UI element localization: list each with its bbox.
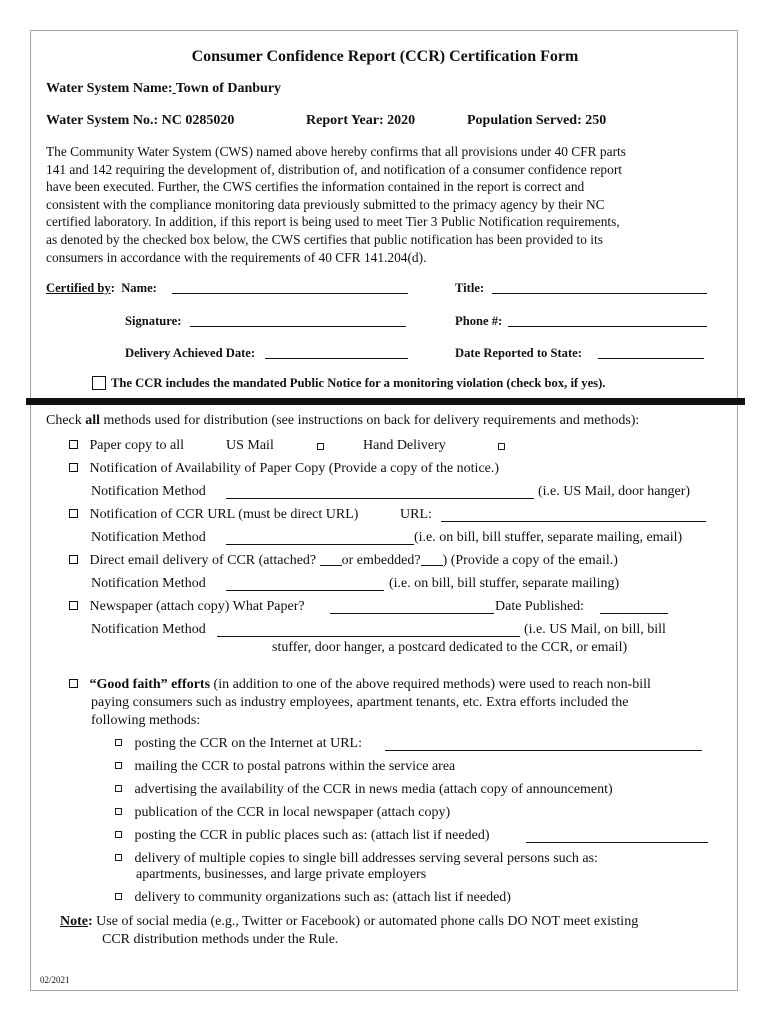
phone-field[interactable] <box>508 326 707 327</box>
gf-publication-checkbox[interactable] <box>115 808 122 815</box>
notif-avail-row <box>69 461 499 477</box>
good-faith-line2: paying consumers such as industry employees, apartment tenants, etc. Extra efforts included the <box>91 695 629 710</box>
date-reported-field[interactable] <box>598 358 704 359</box>
gf-item-advertising <box>115 782 613 798</box>
signature-label: Signature: <box>125 314 182 328</box>
gf-item-label: mailing the CCR to postal patrons within the service area <box>134 759 456 774</box>
gf-public-places-checkbox[interactable] <box>115 831 122 838</box>
public-notice-label: The CCR includes the mandated Public Notice for a monitoring violation (check box, if yes). <box>111 376 606 390</box>
gf-item-multiple-copies <box>115 851 598 867</box>
date-reported-label: Date Reported to State: <box>455 346 582 360</box>
certified-by-label: Certified by <box>46 281 111 295</box>
name-field[interactable] <box>172 293 408 294</box>
date-published-label: Date Published: <box>495 599 585 614</box>
url-field[interactable] <box>441 521 706 522</box>
footer-date: 02/2021 <box>40 975 70 985</box>
gf-item-label: delivery of multiple copies to single bill addresses serving several persons such as: <box>134 851 598 866</box>
direct-email-text-3: ) (Provide a copy of the email.) <box>442 553 618 568</box>
delivery-date-field[interactable] <box>265 358 408 359</box>
form-title: Consumer Confidence Report (CCR) Certification Form <box>191 48 579 65</box>
good-faith-heading: “Good faith” efforts <box>89 677 211 692</box>
name-label: Name: <box>121 281 157 295</box>
hand-delivery-checkbox[interactable] <box>498 443 505 450</box>
intro-line: The Community Water System (CWS) named above hereby confirms that all provisions under 40 CFR parts <box>46 144 626 159</box>
report-year: Report Year: 2020 <box>306 113 416 128</box>
gf-community-checkbox[interactable] <box>115 893 122 900</box>
gf-item-publication <box>115 805 450 821</box>
notif-method-label: Notification Method <box>91 530 206 545</box>
methods-intro-all: all <box>85 413 101 428</box>
hint-bill-email: (i.e. on bill, bill stuffer, separate mailing, email) <box>414 530 683 545</box>
direct-email-text-1: Direct email delivery of CCR (attached? <box>89 553 320 568</box>
gf-item-label: publication of the CCR in local newspaper (attach copy) <box>134 805 451 820</box>
direct-email-text-2: or embedded? <box>341 553 421 568</box>
population-served: Population Served: 250 <box>467 113 607 128</box>
newspaper-method-field[interactable] <box>217 636 520 637</box>
certified-by-row: Certified by: Name: <box>46 281 157 295</box>
methods-intro-pre: Check <box>46 413 86 428</box>
phone-label: Phone #: <box>455 314 503 328</box>
gf-item-public-places <box>115 828 489 844</box>
hint-mail-hanger: (i.e. US Mail, door hanger) <box>538 484 691 499</box>
notif-method-label: Notification Method <box>91 622 206 637</box>
good-faith-line1: (in addition to one of the above required methods) were used to reach non-bill <box>210 677 651 692</box>
intro-line: consumers in accordance with the requirements of 40 CFR 141.204(d). <box>46 249 427 265</box>
newspaper-checkbox[interactable] <box>69 601 78 610</box>
gf-internet-checkbox[interactable] <box>115 739 122 746</box>
gf-item-label: posting the CCR in public places such as: (attach list if needed) <box>134 828 490 843</box>
system-no-value: NC 0285020 <box>161 113 235 128</box>
gf-item-community <box>115 890 511 906</box>
gf-item-internet <box>115 736 362 752</box>
paper-copy-checkbox[interactable] <box>69 440 78 449</box>
hint-news-1: (i.e. US Mail, on bill, bill <box>524 622 666 637</box>
good-faith-row <box>69 677 651 693</box>
note-line1: Note: Use of social media (e.g., Twitter or Facebook) or automated phone calls DO NOT meet existing <box>60 914 639 929</box>
notif-method-label: Notification Method <box>91 484 206 499</box>
public-notice-checkbox[interactable] <box>92 376 106 390</box>
gf-item-label: posting the CCR on the Internet at URL: <box>134 736 362 751</box>
gf-public-places-field[interactable] <box>526 842 708 843</box>
system-name-label: Water System Name: <box>46 81 173 96</box>
paper-copy-row <box>69 438 184 454</box>
good-faith-checkbox[interactable] <box>69 679 78 688</box>
notif-avail-label: Notification of Availability of Paper Copy (Provide a copy of the notice.) <box>89 461 500 476</box>
gf-item-label: apartments, businesses, and large private employers <box>136 867 427 882</box>
intro-line: consistent with the compliance monitoring data previously submitted to the primacy agency by their NC <box>46 196 605 212</box>
direct-email-method-field[interactable] <box>226 590 384 591</box>
methods-intro-post: methods used for distribution (see instructions on back for delivery requirements and methods): <box>100 413 640 428</box>
title-label: Title: <box>455 281 485 295</box>
newspaper-name-field[interactable] <box>330 613 494 614</box>
notif-method-label: Notification Method <box>91 576 206 591</box>
newspaper-label: Newspaper (attach copy) What Paper? <box>89 599 305 614</box>
direct-email-row <box>69 553 618 569</box>
attached-field[interactable] <box>320 553 342 566</box>
system-name-value: Town of Danbury <box>175 81 282 96</box>
note-line2: CCR distribution methods under the Rule. <box>102 932 339 947</box>
signature-field[interactable] <box>190 326 406 327</box>
hint-news-2: stuffer, door hanger, a postcard dedicated to the CCR, or email) <box>272 640 628 655</box>
notif-avail-method-field[interactable] <box>226 498 534 499</box>
url-label: URL: <box>400 507 432 522</box>
gf-internet-url-field[interactable] <box>385 750 702 751</box>
intro-line: 141 and 142 requiring the development of, distribution of, and notification of a consumer confidence report <box>46 161 623 177</box>
note-text-1: Use of social media (e.g., Twitter or Facebook) or automated phone calls DO NOT meet existing <box>92 914 639 929</box>
notif-url-checkbox[interactable] <box>69 509 78 518</box>
gf-item-label: advertising the availability of the CCR in news media (attach copy of announcement) <box>134 782 613 797</box>
gf-multiple-copies-checkbox[interactable] <box>115 854 122 861</box>
us-mail-label: US Mail <box>226 438 274 453</box>
section-divider <box>26 398 745 405</box>
title-field[interactable] <box>492 293 707 294</box>
intro-line: have been executed. Further, the CWS certifies the information contained in the report is correct and <box>46 179 585 195</box>
paper-copy-label: Paper copy to all <box>89 438 184 453</box>
intro-paragraph <box>46 143 626 266</box>
date-published-field[interactable] <box>600 613 668 614</box>
newspaper-row <box>69 599 305 615</box>
good-faith-line3: following methods: <box>91 713 201 728</box>
notif-url-method-field[interactable] <box>226 544 414 545</box>
note-label: Note <box>60 914 88 929</box>
notif-avail-checkbox[interactable] <box>69 463 78 472</box>
gf-item-mailing <box>115 759 455 775</box>
methods-intro <box>46 413 639 429</box>
delivery-date-label: Delivery Achieved Date: <box>125 346 256 360</box>
embedded-field[interactable] <box>421 553 443 566</box>
gf-mailing-checkbox[interactable] <box>115 762 122 769</box>
notif-url-label: Notification of CCR URL (must be direct URL) <box>89 507 359 522</box>
intro-line: as denoted by the checked box below, the CWS certifies that public notification has been provided to its <box>46 231 603 247</box>
system-name-row <box>46 81 281 97</box>
us-mail-checkbox[interactable] <box>317 443 324 450</box>
hand-delivery-label: Hand Delivery <box>363 438 446 453</box>
gf-item-label: delivery to community organizations such as: (attach list if needed) <box>134 890 511 905</box>
notif-url-row <box>69 507 358 523</box>
intro-line: certified laboratory. In addition, if this report is being used to meet Tier 3 Public Notification requirements, <box>46 214 620 230</box>
system-no-row <box>46 113 234 129</box>
system-no-label: Water System No.: <box>46 113 159 128</box>
direct-email-checkbox[interactable] <box>69 555 78 564</box>
gf-advertising-checkbox[interactable] <box>115 785 122 792</box>
hint-bill-mailing: (i.e. on bill, bill stuffer, separate mailing) <box>389 576 620 591</box>
